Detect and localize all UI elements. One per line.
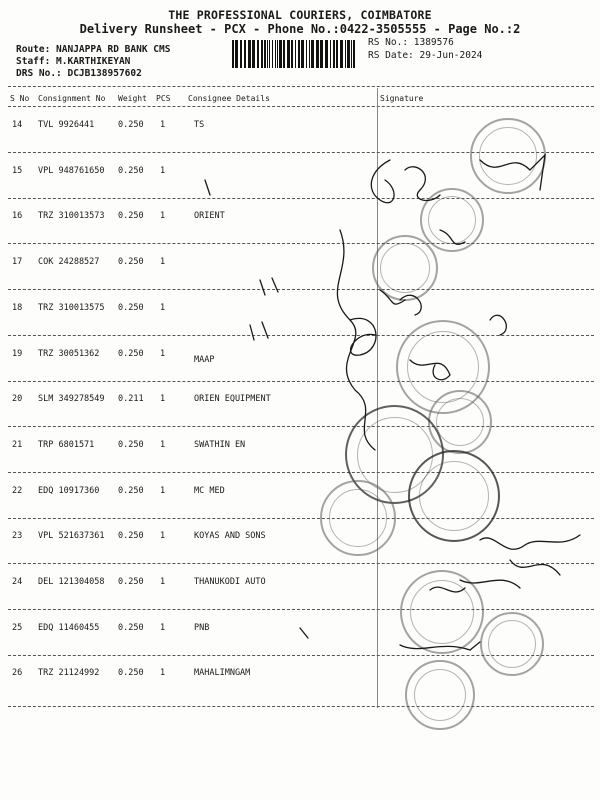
row-consignment: TRZ 21124992 [38,668,100,679]
row-consignment: EDQ 11460455 [38,622,100,633]
drs-label: DRS No.: DCJB138957602 [16,68,142,79]
row-consignment: SLM 349278549 [38,394,105,405]
row-sno: 14 [12,120,23,130]
row-pcs: 1 [160,165,166,176]
row-consignment: TVL 9926441 [38,120,95,130]
col-weight: Weight [118,94,147,103]
row-consignee: MAHALIMNGAM [194,668,251,679]
row-weight: 0.250 [118,302,144,313]
row-consignee: THANUKODI AUTO [194,577,266,587]
row-pcs: 1 [160,439,166,450]
row-sno: 15 [12,165,23,176]
rs-number: RS No.: 1389576 [368,37,454,48]
row-weight: 0.250 [118,165,144,176]
row-weight: 0.250 [118,577,144,587]
row-sno: 25 [12,622,23,633]
row-sno: 17 [12,257,23,268]
row-sno: 20 [12,394,23,405]
col-sno: S No [10,94,30,103]
row-sno: 19 [12,348,23,359]
row-consignment: DEL 121304058 [38,577,105,587]
col-pcs: PCS [156,94,171,103]
row-consignee: PNB [194,622,210,633]
row-consignee: MC MED [194,485,225,496]
row-consignee: KOYAS AND SONS [194,531,266,542]
row-sno: 26 [12,668,23,679]
row-pcs: 1 [160,348,166,359]
row-pcs: 1 [160,577,166,587]
runsheet-subtitle: Delivery Runsheet - PCX - Phone No.:0422-3505555 - Page No.:2 [79,22,521,36]
row-weight: 0.250 [118,439,144,450]
col-signature: Signature [380,94,424,103]
row-consignee: ORIENT [194,211,225,222]
row-pcs: 1 [160,668,166,679]
row-consignment: VPL 948761650 [38,165,105,176]
barcode-image [232,40,357,68]
row-consignment: TRP 6801571 [38,439,95,450]
row-consignee: SWATHIN EN [194,439,246,450]
row-consignment: COK 24288527 [38,257,100,268]
row-consignment: TRZ 310013573 [38,211,105,222]
row-weight: 0.211 [118,394,144,405]
row-pcs: 1 [160,394,166,405]
row-pcs: 1 [160,531,166,542]
row-consignment: TRZ 30051362 [38,348,100,359]
row-consignee: MAAP [194,354,215,365]
row-pcs: 1 [160,257,166,268]
handwritten-signatures [180,150,600,710]
footer-divider [8,706,594,707]
row-weight: 0.250 [118,120,144,130]
row-pcs: 1 [160,622,166,633]
row-sno: 16 [12,211,23,222]
row-pcs: 1 [160,485,166,496]
row-pcs: 1 [160,302,166,313]
row-weight: 0.250 [118,485,144,496]
row-weight: 0.250 [118,211,144,222]
row-sno: 21 [12,439,23,450]
row-consignment: TRZ 310013575 [38,302,105,313]
col-consignment: Consignment No [38,94,106,103]
col-consignee: Consignee Details [188,94,270,103]
staff-label: Staff: M.KARTHIKEYAN [16,56,131,67]
row-weight: 0.250 [118,257,144,268]
rs-date: RS Date: 29-Jun-2024 [368,50,483,61]
company-title: THE PROFESSIONAL COURIERS, COIMBATORE [168,8,432,22]
row-consignment: EDQ 10917360 [38,485,100,496]
row-sno: 24 [12,577,23,587]
route-label: Route: NANJAPPA RD BANK CMS [16,44,171,55]
row-consignee: ORIEN EQUIPMENT [194,394,271,405]
column-divider [8,106,594,107]
row-weight: 0.250 [118,622,144,633]
row-sno: 18 [12,302,23,313]
row-weight: 0.250 [118,668,144,679]
row-sno: 23 [12,531,23,542]
row-pcs: 1 [160,120,166,130]
row-sno: 22 [12,485,23,496]
row-weight: 0.250 [118,531,144,542]
row-pcs: 1 [160,211,166,222]
row-consignee: TS [194,120,205,130]
row-weight: 0.250 [118,348,144,359]
header-divider [8,86,594,87]
row-consignment: VPL 521637361 [38,531,105,542]
